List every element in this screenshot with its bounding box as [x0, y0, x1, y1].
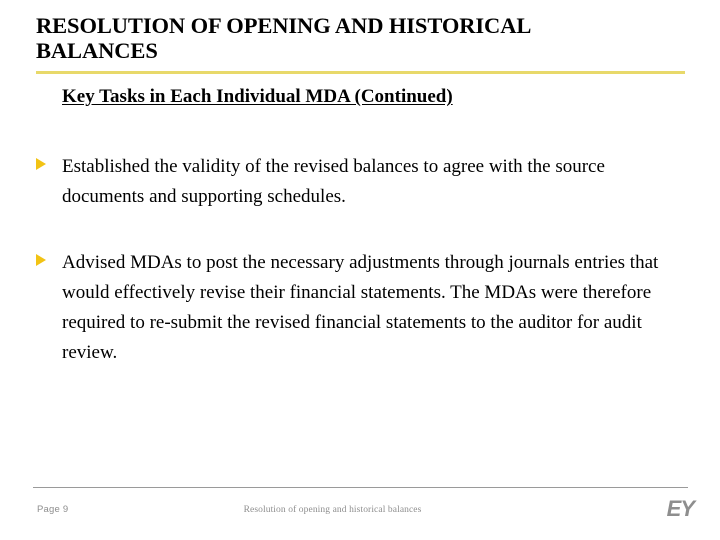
list-item-text: Established the validity of the revised balances to agree with the source documents and supporting schedules.	[62, 156, 605, 207]
bullet-list	[36, 152, 686, 404]
triangle-bullet-icon	[36, 152, 62, 170]
footer-running-title: Resolution of opening and historical balances	[243, 505, 422, 515]
list-item	[36, 248, 686, 368]
list-item-text: Advised MDAs to post the necessary adjustments through journals entries that would effectively revise their financial statements. The MDAs were therefore required to re-submit the revised financial statements to the auditor for audit review.	[62, 252, 659, 363]
footer-divider	[33, 487, 688, 488]
title-divider	[36, 71, 685, 74]
title-block	[36, 13, 636, 63]
slide-subtitle: Key Tasks in Each Individual MDA (Continued)	[62, 86, 453, 107]
ey-logo: EY	[666, 496, 694, 521]
triangle-bullet-icon	[36, 248, 62, 266]
page-number: Page 9	[37, 504, 69, 515]
page-title: RESOLUTION OF OPENING AND HISTORICAL BALANCES	[36, 13, 531, 63]
list-item	[36, 152, 686, 212]
